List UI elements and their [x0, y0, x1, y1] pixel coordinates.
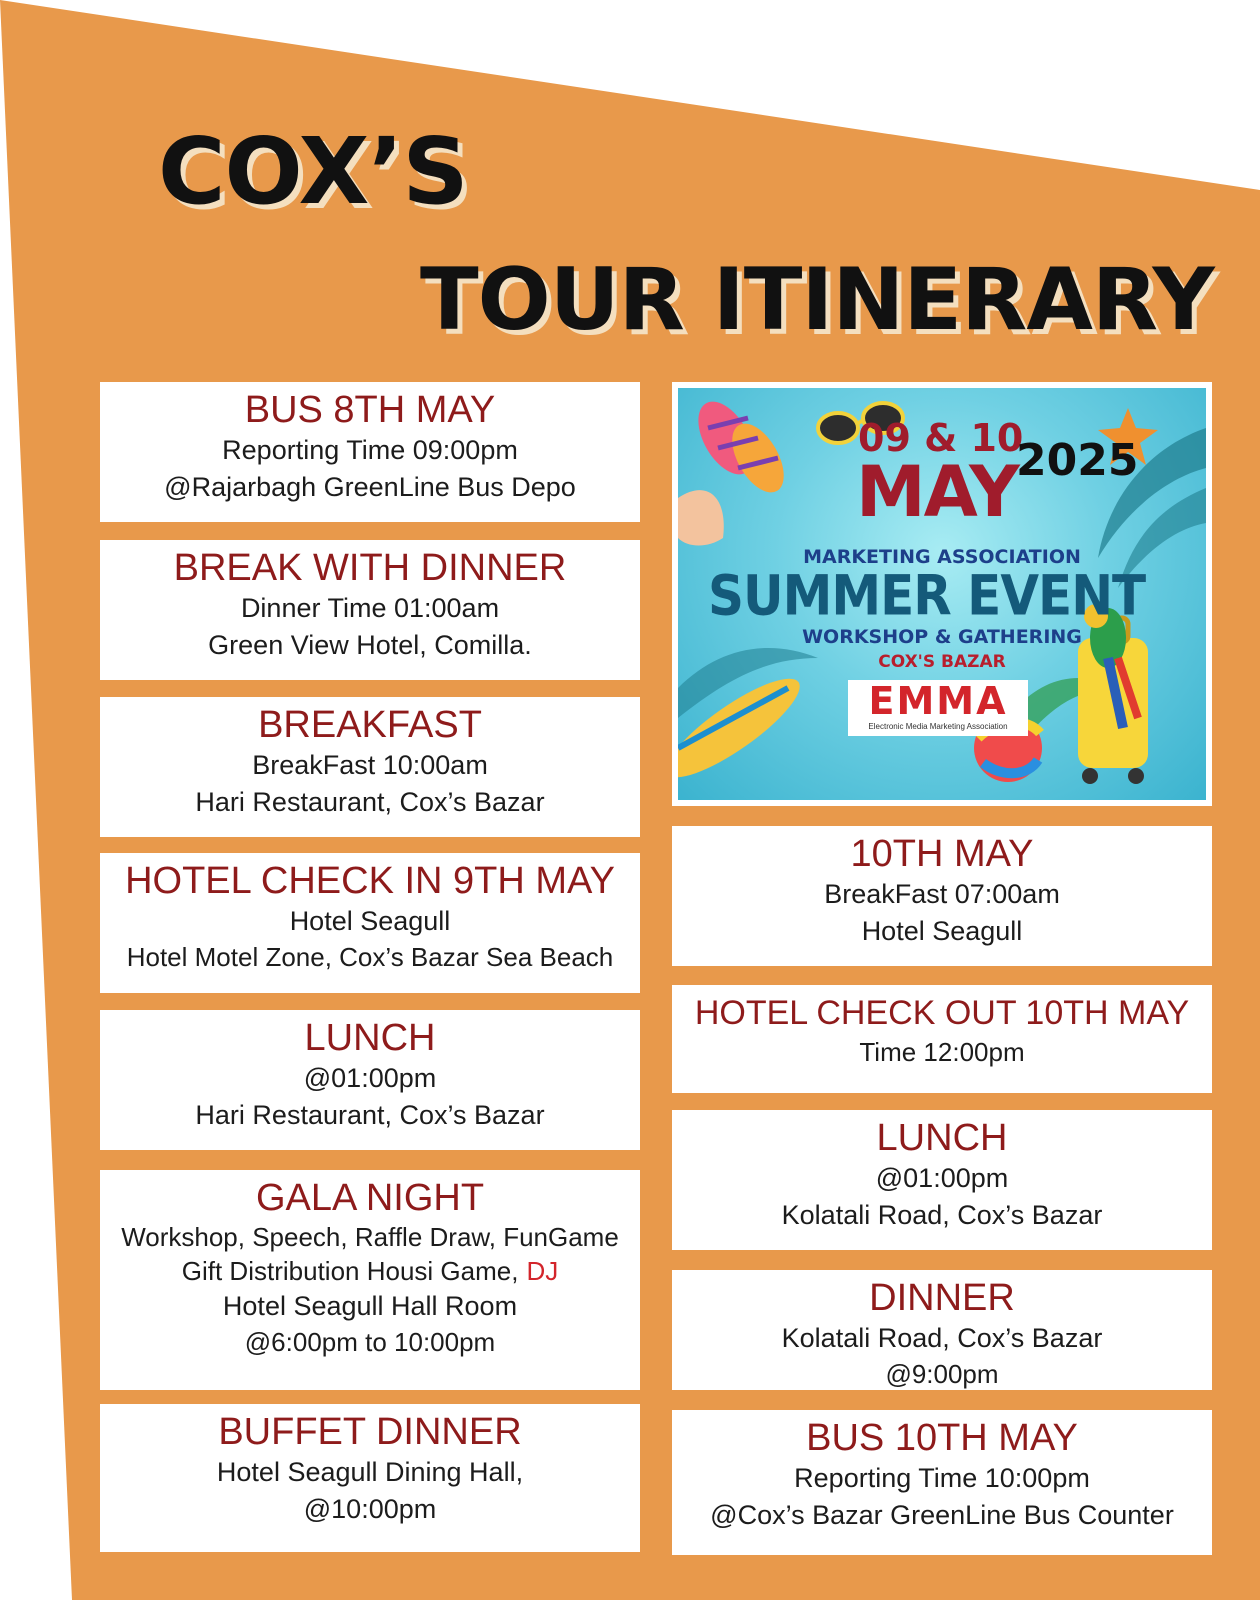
poster-month: MAY	[856, 451, 1018, 533]
card-line-text: Gift Distribution Housi Game,	[181, 1256, 519, 1286]
card-line: Workshop, Speech, Raffle Draw, FunGame	[121, 1222, 619, 1252]
title-line-1: COX’S	[158, 118, 468, 225]
card-gala-night	[100, 1170, 640, 1390]
card-bus-10th-may	[672, 1410, 1212, 1555]
card-line: Green View Hotel, Comilla.	[208, 630, 532, 660]
card-line: @6:00pm to 10:00pm	[244, 1327, 496, 1357]
card-line: Time 12:00pm	[859, 1037, 1025, 1067]
poster-artwork	[678, 388, 1206, 800]
card-line: @Rajarbagh GreenLine Bus Depo	[164, 472, 576, 502]
card-line: @01:00pm	[875, 1163, 1009, 1193]
card-lunch-day1	[100, 1010, 640, 1150]
card-heading: GALA NIGHT	[255, 1177, 485, 1219]
card-bus-8th-may	[100, 382, 640, 522]
card-heading: BUS 10TH MAY	[806, 1417, 1078, 1459]
card-heading: DINNER	[869, 1277, 1015, 1319]
card-10th-may-breakfast	[672, 826, 1212, 966]
card-line: Hotel Seagull Hall Room	[222, 1291, 518, 1321]
poster-year: 2025	[1016, 435, 1139, 486]
card-heading: HOTEL CHECK IN 9TH MAY	[125, 860, 615, 902]
poster-subtitle: WORKSHOP & GATHERING	[802, 626, 1082, 648]
card-line	[100, 1254, 640, 1288]
card-line: BreakFast 10:00am	[252, 750, 488, 780]
card-dinner-day2	[672, 1270, 1212, 1390]
emma-logo-subtitle: Electronic Media Marketing Association	[868, 722, 1008, 731]
card-line: Kolatali Road, Cox’s Bazar	[781, 1200, 1103, 1230]
card-line: @01:00pm	[303, 1063, 437, 1093]
card-lunch-day2	[672, 1110, 1212, 1250]
card-line: Hotel Seagull	[861, 916, 1023, 946]
emma-logo	[848, 680, 1028, 736]
title-line-2: TOUR ITINERARY	[420, 250, 1214, 350]
card-heading: LUNCH	[876, 1117, 1008, 1159]
card-line: @10:00pm	[303, 1494, 437, 1524]
card-hotel-check-in	[100, 853, 640, 993]
card-line: Hotel Seagull	[289, 906, 451, 936]
card-breakfast	[100, 697, 640, 837]
card-line: @Cox’s Bazar GreenLine Bus Counter	[710, 1500, 1174, 1530]
poster-date: 09 & 10	[858, 416, 1024, 460]
card-line: Hari Restaurant, Cox’s Bazar	[195, 1100, 545, 1130]
emma-logo-mark: EMMA	[868, 679, 1008, 723]
summer-event-poster	[672, 382, 1212, 806]
card-line: Hari Restaurant, Cox’s Bazar	[195, 787, 545, 817]
card-line: BreakFast 07:00am	[824, 879, 1060, 909]
card-heading: 10TH MAY	[850, 833, 1034, 875]
card-heading: LUNCH	[304, 1017, 436, 1059]
card-hotel-check-out	[672, 985, 1212, 1093]
card-heading: BREAK WITH DINNER	[173, 547, 567, 589]
card-break-with-dinner	[100, 540, 640, 680]
poster-event-title: SUMMER EVENT	[708, 564, 1146, 628]
card-line: Hotel Seagull Dining Hall,	[216, 1457, 524, 1487]
card-line: Reporting Time 10:00pm	[794, 1463, 1090, 1493]
dj-label: DJ	[526, 1256, 559, 1286]
poster-association: MARKETING ASSOCIATION	[803, 546, 1081, 568]
card-line: Reporting Time 09:00pm	[222, 435, 518, 465]
card-heading: BUFFET DINNER	[218, 1411, 522, 1453]
card-buffet-dinner	[100, 1404, 640, 1552]
card-heading: HOTEL CHECK OUT 10TH MAY	[694, 994, 1190, 1032]
card-line: Hotel Motel Zone, Cox’s Bazar Sea Beach	[126, 942, 614, 972]
card-heading: BREAKFAST	[258, 704, 482, 746]
card-heading: BUS 8TH MAY	[244, 389, 496, 431]
card-line: Dinner Time 01:00am	[240, 593, 500, 623]
poster-place: COX'S BAZAR	[878, 652, 1006, 672]
card-line: @9:00pm	[885, 1359, 999, 1389]
card-line: Kolatali Road, Cox’s Bazar	[781, 1323, 1103, 1353]
